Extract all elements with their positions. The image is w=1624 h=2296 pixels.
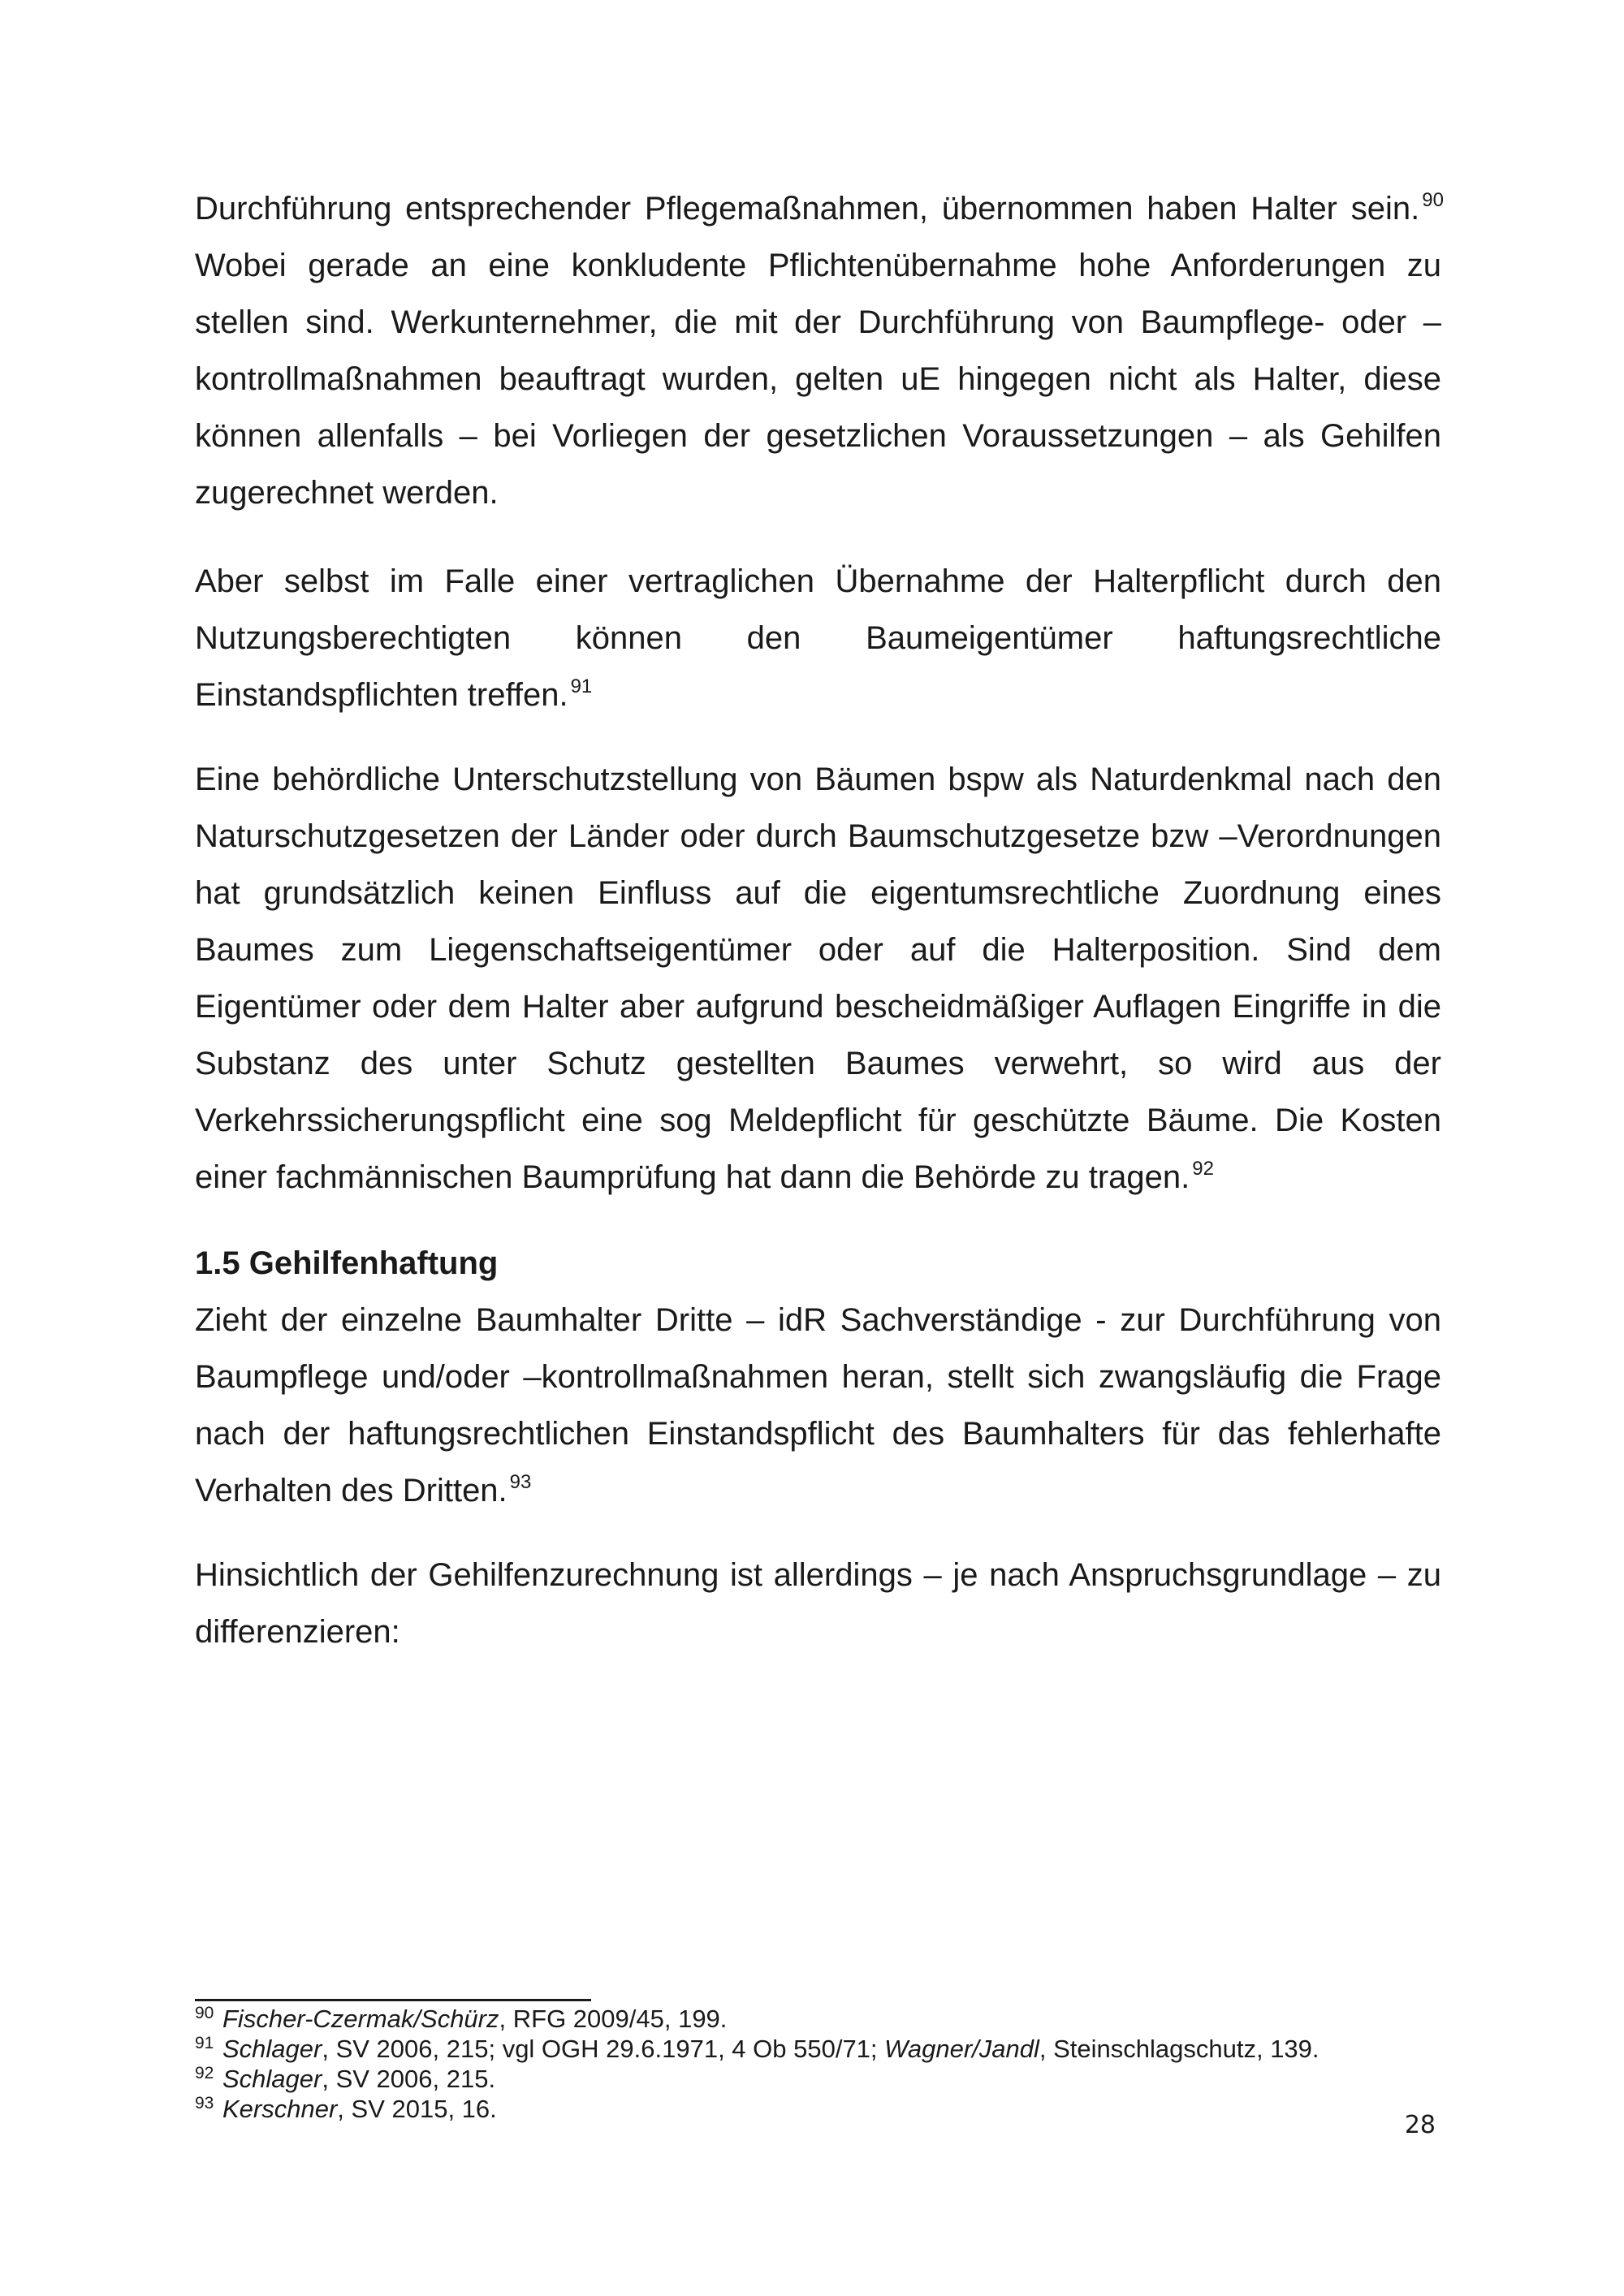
footnotes: [195, 2005, 1462, 2126]
footnote-92: [195, 2065, 1462, 2095]
section-heading: 1.5 Gehilfenhaftung: [195, 1245, 499, 1281]
paragraph-3-text: [195, 751, 1441, 1206]
paragraph-2-sentence: Aber selbst im Falle einer vertraglichen Übernahme der Halterpflicht durch den Nutzungsberechtigten können den Baumeigentümer haftungsrechtliche Einstandspflichten treffen.: [195, 563, 1441, 713]
section-paragraph-1-text: [195, 1292, 1441, 1519]
footnote-author: Schlager: [222, 2065, 322, 2093]
footnote-90: [195, 2005, 1462, 2035]
paragraph-3: [195, 751, 1441, 1206]
footnote-citation: , SV 2006, 215.: [322, 2065, 496, 2093]
paragraph-1-continuation: Wobei gerade an eine konkludente Pflichtenübernahme hohe Anforderungen zu stellen sind. Werkunternehmer, die mit der Durchführung von Baumpflege- oder –kontrollmaßnahmen beauftragt wurden, gelten uE hingegen nicht als Halter, diese können allenfalls – bei Vorliegen der gesetzlichen Voraussetzungen – als Gehilfen zugerechnet werden.: [195, 248, 1441, 511]
paragraph-2: [195, 553, 1441, 723]
section-paragraph-2: [195, 1547, 1441, 1660]
paragraph-1-sentence: Durchführung entsprechender Pflegemaßnahmen, übernommen haben Halter sein.: [195, 191, 1420, 227]
footnote-number: 91: [195, 2034, 214, 2052]
footnote-citation: , SV 2006, 215; vgl OGH 29.6.1971, 4 Ob 550/71;: [322, 2035, 885, 2063]
footnote-citation: , RFG 2009/45, 199.: [499, 2005, 728, 2033]
footnote-93: [195, 2095, 1462, 2126]
footnote-author: Schlager: [222, 2035, 322, 2063]
footnote-author-2: Wagner/Jandl: [884, 2035, 1039, 2063]
footnote-number: 90: [195, 2004, 214, 2022]
footnote-number: 93: [195, 2094, 214, 2113]
footnote-number: 92: [195, 2064, 214, 2082]
section-paragraph-1: [195, 1292, 1441, 1519]
footnote-ref-92[interactable]: 92: [1192, 1158, 1214, 1180]
footnote-ref-93[interactable]: 93: [509, 1471, 532, 1493]
page-number: 28: [1404, 2111, 1436, 2139]
footnote-91: [195, 2035, 1462, 2065]
footnote-ref-91[interactable]: 91: [570, 675, 593, 697]
footnote-author: Kerschner: [222, 2095, 338, 2123]
footnote-author: Fischer-Czermak/Schürz: [222, 2005, 499, 2033]
section-paragraph-1-sentence: Zieht der einzelne Baumhalter Dritte – idR Sachverständige - zur Durchführung von Baumpflege und/oder –kontrollmaßnahmen heran, stellt sich zwangsläufig die Frage nach der haftungsrechtlichen Einstandspflicht des Baumhalters für das fehlerhafte Verhalten des Dritten.: [195, 1302, 1441, 1508]
section-heading-block: [195, 1235, 1441, 1292]
footnote-citation-2: , Steinschlagschutz, 139.: [1039, 2035, 1320, 2063]
section-paragraph-2-text: Hinsichtlich der Gehilfenzurechnung ist allerdings – je nach Anspruchsgrundlage – zu differenzieren:: [195, 1557, 1441, 1650]
footnote-separator: [195, 1999, 591, 2001]
paragraph-1: [195, 180, 1444, 521]
paragraph-2-text: [195, 553, 1441, 723]
paragraph-1-text: [195, 180, 1444, 521]
footnote-citation: , SV 2015, 16.: [337, 2095, 497, 2123]
footnote-ref-90[interactable]: 90: [1422, 189, 1444, 211]
paragraph-3-sentence: Eine behördliche Unterschutzstellung von Bäumen bspw als Naturdenkmal nach den Naturschutzgesetzen der Länder oder durch Baumschutzgesetze bzw –Verordnungen hat grundsätzlich keinen Einfluss auf die eigentumsrechtliche Zuordnung eines Baumes zum Liegenschaftseigentümer oder auf die Halterposition. Sind dem Eigentümer oder dem Halter aber aufgrund bescheidmäßiger Auflagen Eingriffe in die Substanz des unter Schutz gestellten Baumes verwehrt, so wird aus der Verkehrssicherungspflicht eine sog Meldepflicht für geschützte Bäume. Die Kosten einer fachmännischen Baumprüfung hat dann die Behörde zu tragen.: [195, 762, 1441, 1195]
